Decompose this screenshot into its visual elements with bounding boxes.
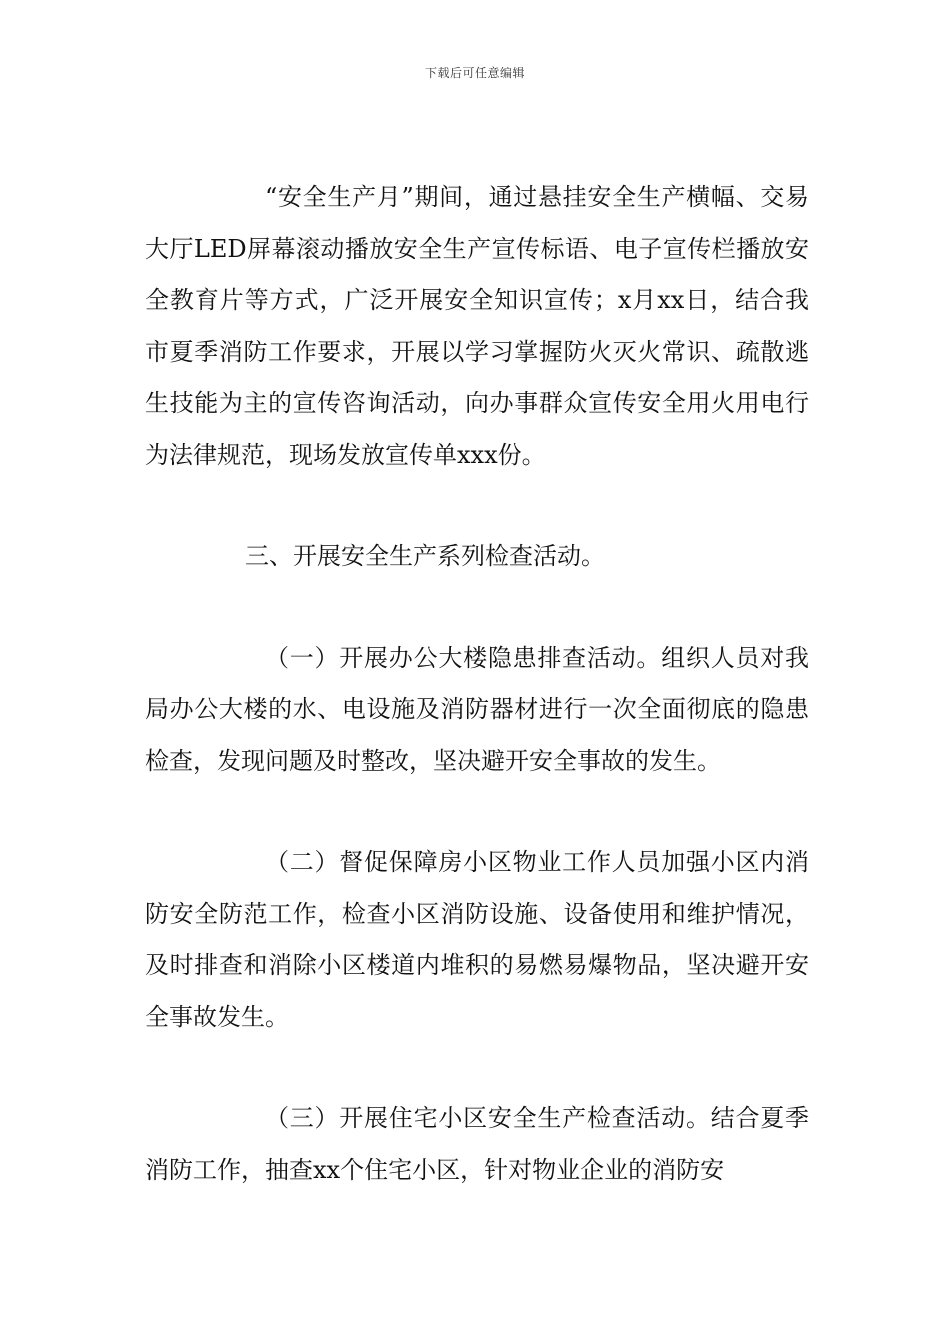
- paragraph-safety-month: “安全生产月”期间，通过悬挂安全生产横幅、交易大厅LED屏幕滚动播放安全生产宣传标语、电子宣传栏播放安全教育片等方式，广泛开展安全知识宣传；x月xx日，结合我市夏季消防工作要求，开展以学习掌握防火灭火常识、疏散逃生技能为主的宣传咨询活动，向办事群众宣传安全用火用电行为法律规范，现场发放宣传单xxx份。: [145, 183, 809, 469]
- paragraph-residential-check: （三）开展住宅小区安全生产检查活动。结合夏季消防工作，抽查xx个住宅小区，针对物业企业的消防安: [145, 1104, 809, 1184]
- document-body: [145, 172, 809, 1196]
- section-heading-inspection: 三、开展安全生产系列检查活动。: [245, 542, 605, 570]
- paragraph-housing-property-check: （二）督促保障房小区物业工作人员加强小区内消防安全防范工作，检查小区消防设施、设备使用和维护情况，及时排查和消除小区楼道内堆积的易燃易爆物品，坚决避开安全事故发生。: [145, 848, 809, 1031]
- page-header: 下载后可任意编辑: [424, 66, 525, 80]
- paragraph-office-building-check: （一）开展办公大楼隐患排查活动。组织人员对我局办公大楼的水、电设施及消防器材进行一次全面彻底的隐患检查，发现问题及时整改，坚决避开安全事故的发生。: [145, 643, 809, 775]
